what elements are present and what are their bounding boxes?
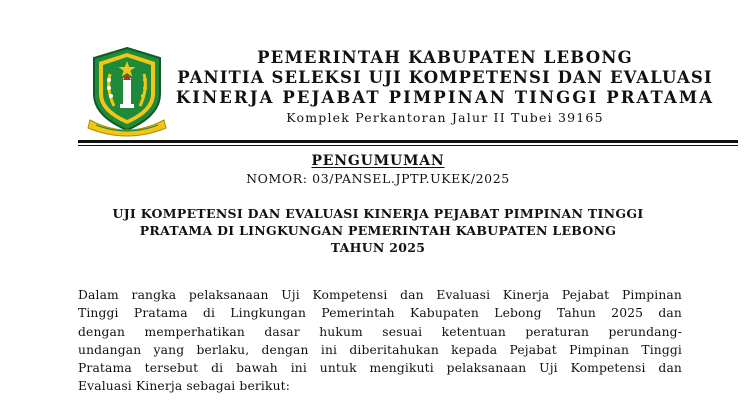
subject-line: PRATAMA DI LINGKUNGAN PEMERINTAH KABUPATEN LEBONG: [139, 223, 617, 238]
letterhead-government: PEMERINTAH KABUPATEN LEBONG: [257, 48, 633, 67]
body-line: Dalam rangka pelaksanaan Uji Kompetensi dan Evaluasi Kinerja Pejabat Pimpinan: [78, 288, 682, 302]
letterhead-position: KINERJA PEJABAT PIMPINAN TINGGI PRATAMA: [175, 88, 715, 107]
body-line: Pratama tersebut di bawah ini untuk mengikuti pelaksanaan Uji Kompetensi dan: [78, 361, 682, 376]
subject-line: UJI KOMPETENSI DAN EVALUASI KINERJA PEJABAT PIMPINAN TINGGI: [112, 206, 644, 221]
letterhead: [150, 48, 740, 127]
body-line: dengan memperhatikan dasar hukum sesuai ketentuan peraturan perundang-: [78, 324, 682, 339]
letterhead-address: Komplek Perkantoran Jalur II Tubei 39165: [286, 110, 604, 125]
body-line: Evaluasi Kinerja sebagai berikut:: [78, 379, 291, 394]
body-line: undangan yang berlaku, dengan ini diberitahukan kepada Pejabat Pimpinan Tinggi: [78, 342, 682, 357]
announcement-title: PENGUMUMAN: [311, 153, 445, 169]
letterhead-divider-thick: [78, 140, 738, 143]
letterhead-divider-thin: [78, 145, 738, 146]
body-line: Tinggi Pratama di Lingkungan Pemerintah Kabupaten Lebong Tahun 2025 dan: [78, 306, 682, 321]
announcement-subject: [80, 205, 676, 256]
announcement-heading: [80, 150, 676, 187]
announcement-number: NOMOR: 03/PANSEL.JPTP.UKEK/2025: [246, 171, 510, 186]
letterhead-committee: PANITIA SELEKSI UJI KOMPETENSI DAN EVALUASI: [177, 68, 713, 87]
subject-line: TAHUN 2025: [330, 240, 426, 255]
announcement-body: [78, 286, 682, 396]
